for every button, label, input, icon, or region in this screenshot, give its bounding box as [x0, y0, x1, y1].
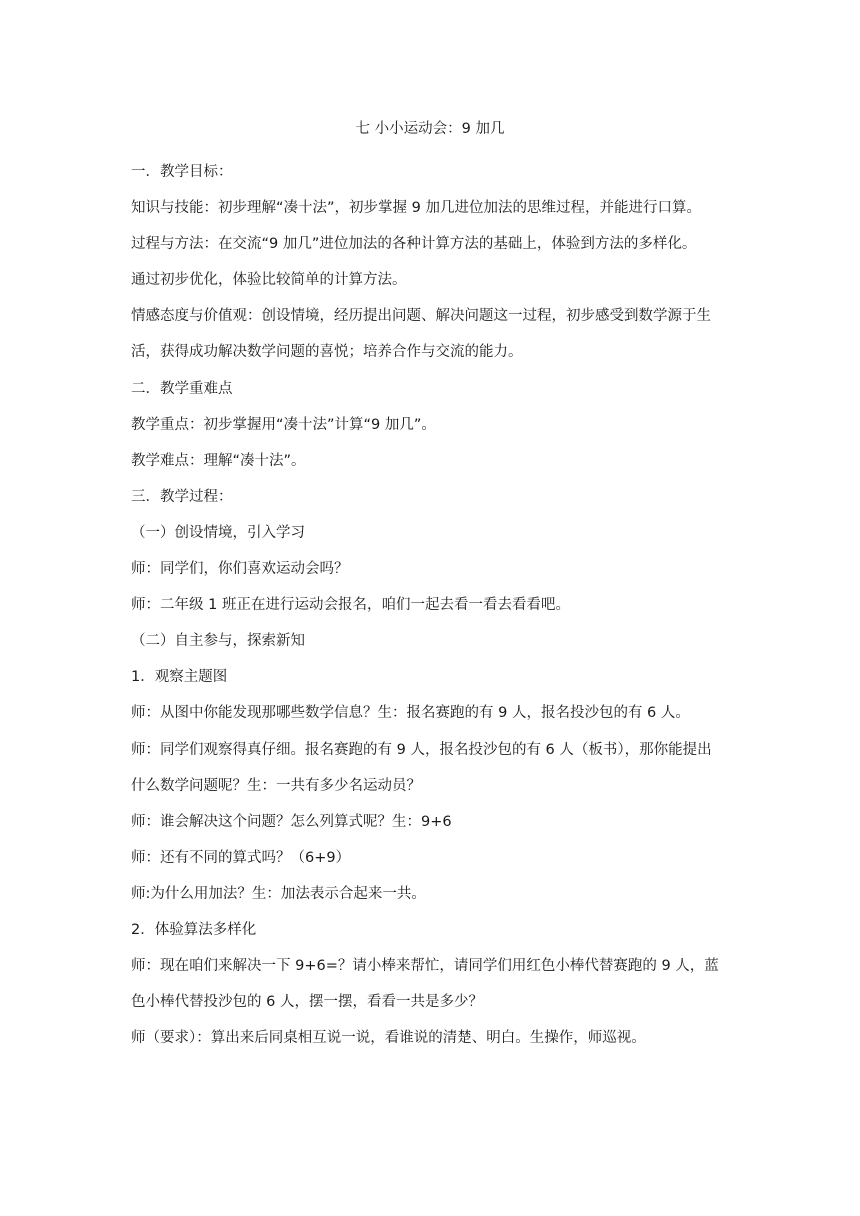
section-heading-key-points: 二．教学重难点 — [131, 380, 233, 397]
step-heading-observe: 1．观察主题图 — [131, 669, 228, 686]
dialogue-line: 师：同学们观察得真仔细。报名赛跑的有 9 人，报名投沙包的有 6 人（板书），那你能提出 — [131, 741, 712, 758]
paragraph-knowledge-skills: 知识与技能：初步理解“凑十法”，初步掌握 9 加几进位加法的思维过程，并能进行口算。 — [131, 200, 701, 217]
paragraph-key-point: 教学重点：初步掌握用“凑十法”计算“9 加几”。 — [131, 416, 436, 433]
dialogue-line-cont: 色小棒代替投沙包的 6 人，摆一摆，看看一共是多少？ — [131, 994, 483, 1011]
dialogue-line: 师：同学们，你们喜欢运动会吗？ — [131, 561, 349, 578]
dialogue-line: 师：从图中你能发现那哪些数学信息？生：报名赛跑的有 9 人，报名投沙包的有 6 人。 — [131, 705, 690, 722]
dialogue-line: 师:为什么用加法？生：加法表示合起来一共。 — [131, 885, 426, 902]
subheading-create-situation: （一）创设情境，引入学习 — [131, 524, 305, 541]
subheading-explore: （二）自主参与，探索新知 — [131, 633, 305, 650]
dialogue-line: 师：谁会解决这个问题？怎么列算式呢？生：9+6 — [131, 813, 452, 830]
paragraph-difficult-point: 教学难点：理解“凑十法”。 — [131, 452, 306, 469]
dialogue-line: 师：还有不同的算式吗？（6+9） — [131, 849, 351, 866]
section-heading-process: 三．教学过程： — [131, 488, 233, 505]
paragraph-attitude-values: 情感态度与价值观：创设情境，经历提出问题、解决问题这一过程，初步感受到数学源于生 — [131, 308, 711, 325]
dialogue-line: 师（要求）：算出来后同桌相互说一说，看谁说的清楚、明白。生操作，师巡视。 — [131, 1030, 646, 1047]
paragraph-attitude-values-cont: 活，获得成功解决数学问题的喜悦；培养合作与交流的能力。 — [131, 344, 523, 361]
document-title: 七 小小运动会：9 加几 — [355, 121, 505, 137]
document-body — [131, 154, 735, 1056]
dialogue-line: 师：二年级 1 班正在进行运动会报名，咱们一起去看一看去看看吧。 — [131, 597, 570, 614]
dialogue-line: 师：现在咱们来解决一下 9+6=？请小棒来帮忙，请同学们用红色小棒代替赛跑的 9 人，蓝 — [131, 958, 719, 975]
paragraph-process-method: 过程与方法：在交流“9 加几”进位加法的各种计算方法的基础上，体验到方法的多样化。 — [131, 236, 697, 253]
step-heading-methods: 2．体验算法多样化 — [131, 921, 257, 938]
section-heading-objectives: 一．教学目标： — [131, 164, 233, 180]
paragraph-process-method-cont: 通过初步优化，体验比较简单的计算方法。 — [131, 272, 407, 289]
dialogue-line-cont: 什么数学问题呢？生：一共有多少名运动员？ — [131, 777, 421, 794]
